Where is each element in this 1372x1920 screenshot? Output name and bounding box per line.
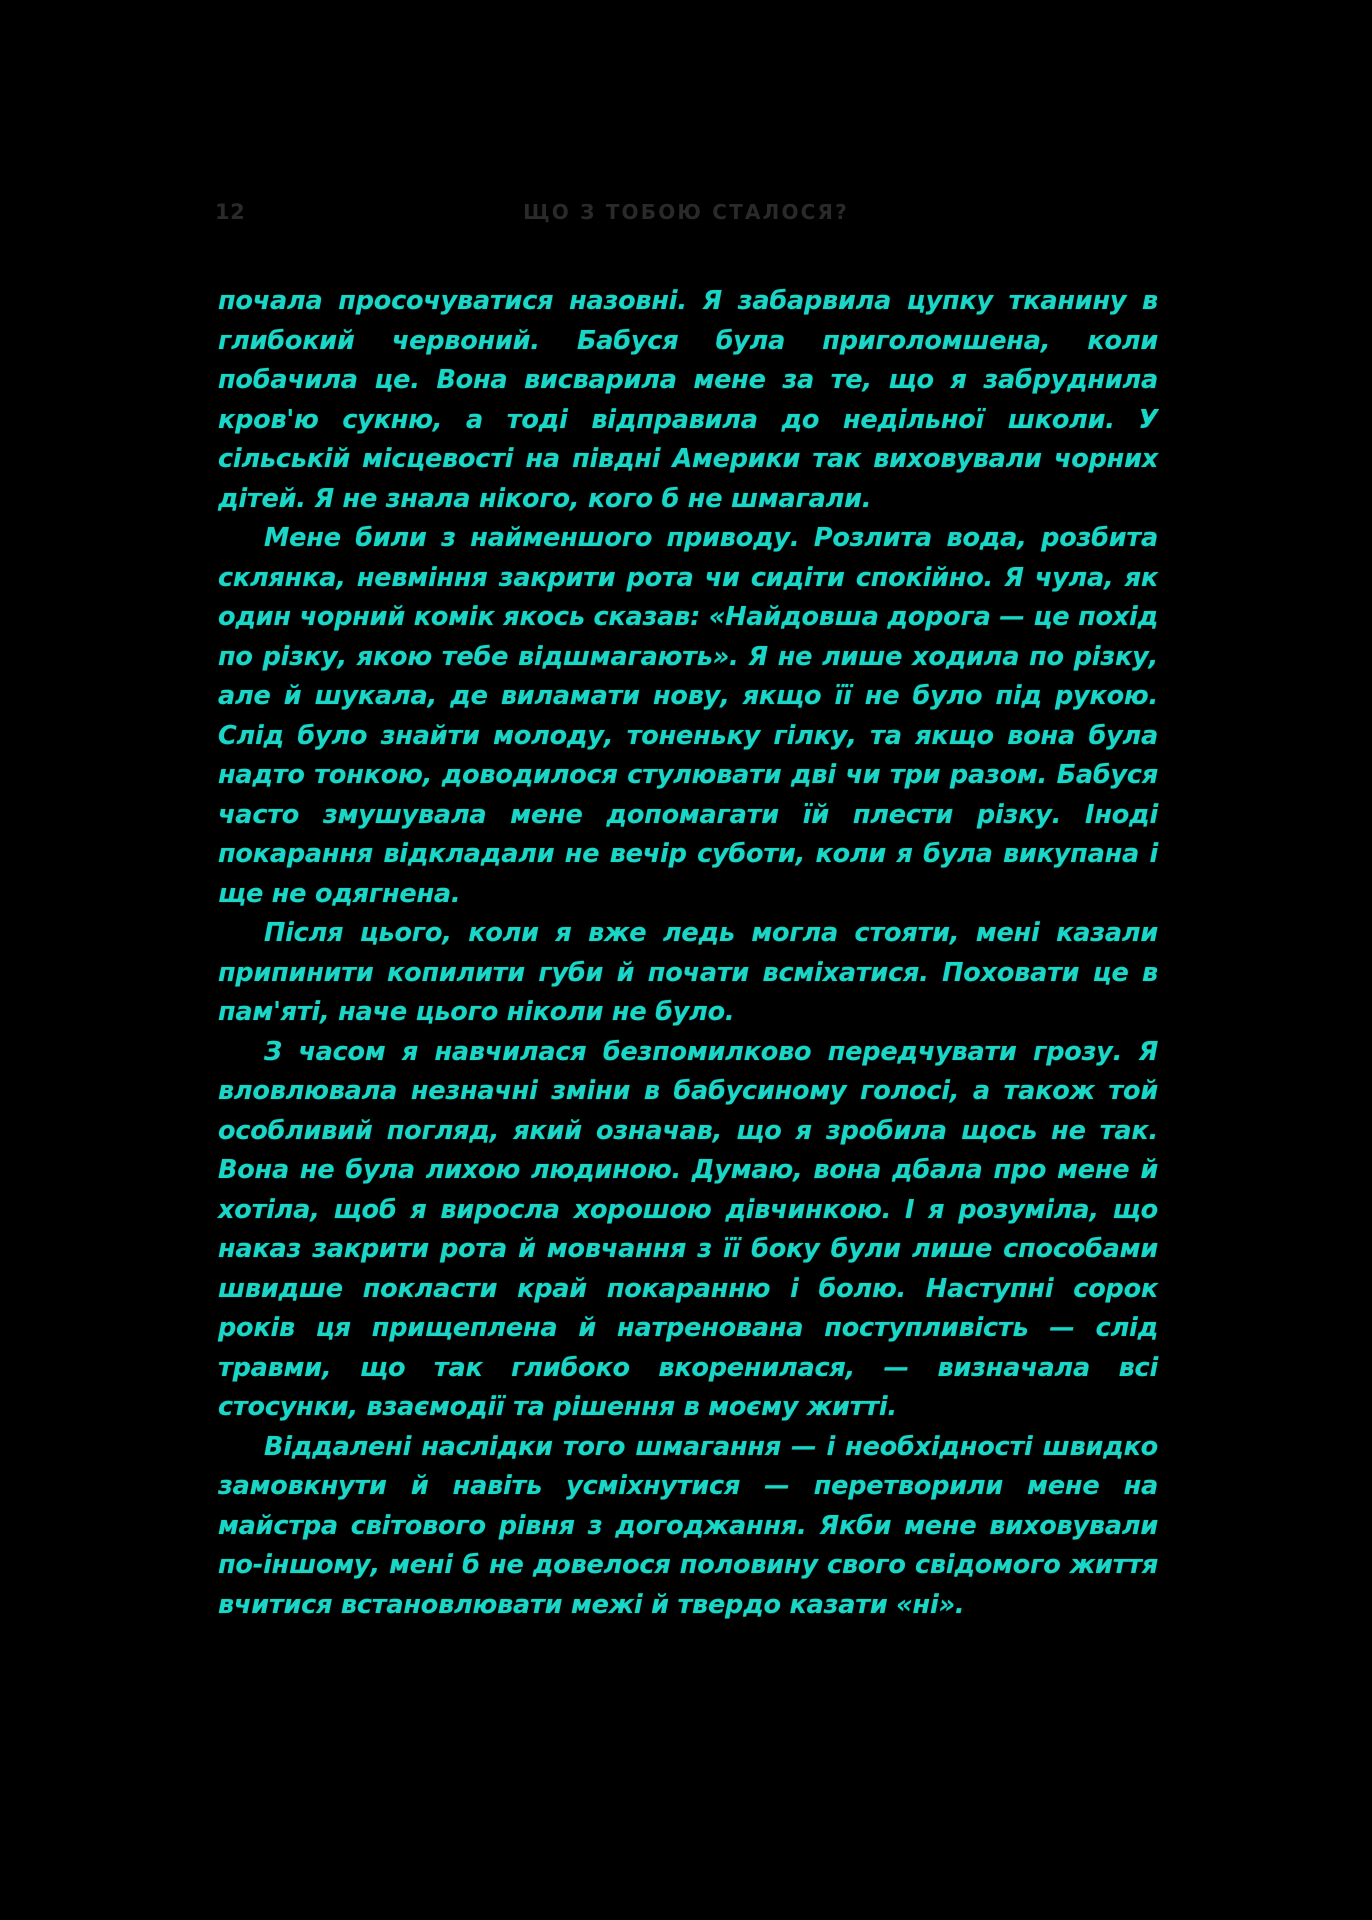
paragraph: почала просочуватися назовні. Я забарвила цупку тканину в глибокий червоний. Бабуся була приголомшена, коли побачила це. Вона висварила мене за те, що я забруднила кров'ю сукню, а тоді відправила до недільної школи. У сільській місцевості на півдні Америки так виховували чорних дітей. Я не знала нікого, кого б не шмагали. — [218, 286, 1158, 514]
paragraph: Віддалені наслідки того шмагання — і необхідності швидко замовкнути й навіть усміхнутися — перетворили мене на майстра світового рівня з догоджання. Якби мене виховували по-іншому, мені б не довелося половину свого свідомого життя вчитися встановлювати межі й твердо казати «ні». — [218, 1431, 1158, 1620]
running-header — [215, 200, 1157, 226]
running-title: ЩО З ТОБОЮ СТАЛОСЯ? — [523, 200, 849, 224]
paragraph: Мене били з найменшого приводу. Розлита вода, розбита склянка, невміння закрити рота чи сидіти спокійно. Я чула, як один чорний комік якось сказав: «Найдовша дорога — це похід по різку, якою тебе відшмагають». Я не лише ходила по різку, але й шукала, де виламати нову, якщо її не було під рукою. Слід було знайти молоду, тоненьку гілку, та якщо вона була надто тонкою, доводилося стулювати дві чи три разом. Бабуся часто змушувала мене допомагати їй плести різку. Іноді покарання відкладали не вечір суботи, коли я була викупана і ще не одягнена. — [218, 523, 1158, 909]
body-text-column — [218, 282, 1158, 1625]
paragraph: Після цього, коли я вже ледь могла стояти, мені казали припинити копилити губи й почати всміхатися. Поховати це в пам'яті, наче цього ніколи не було. — [218, 918, 1158, 1027]
paragraph: З часом я навчилася безпомилково передчувати грозу. Я вловлювала незначні зміни в бабусиному голосі, а також той особливий погляд, який означав, що я зробила щось не так. Вона не була лихою людиною. Думаю, вона дбала про мене й хотіла, щоб я виросла хорошою дівчинкою. І я розуміла, що наказ закрити рота й мовчання з її боку були лише способами швидше покласти край покаранню і болю. Наступні сорок років ця прищеплена й натренована поступливість — слід травми, що так глибоко вкоренилася, — визначала всі стосунки, взаємодії та рішення в моєму житті. — [218, 1036, 1158, 1422]
page-number: 12 — [215, 200, 246, 224]
